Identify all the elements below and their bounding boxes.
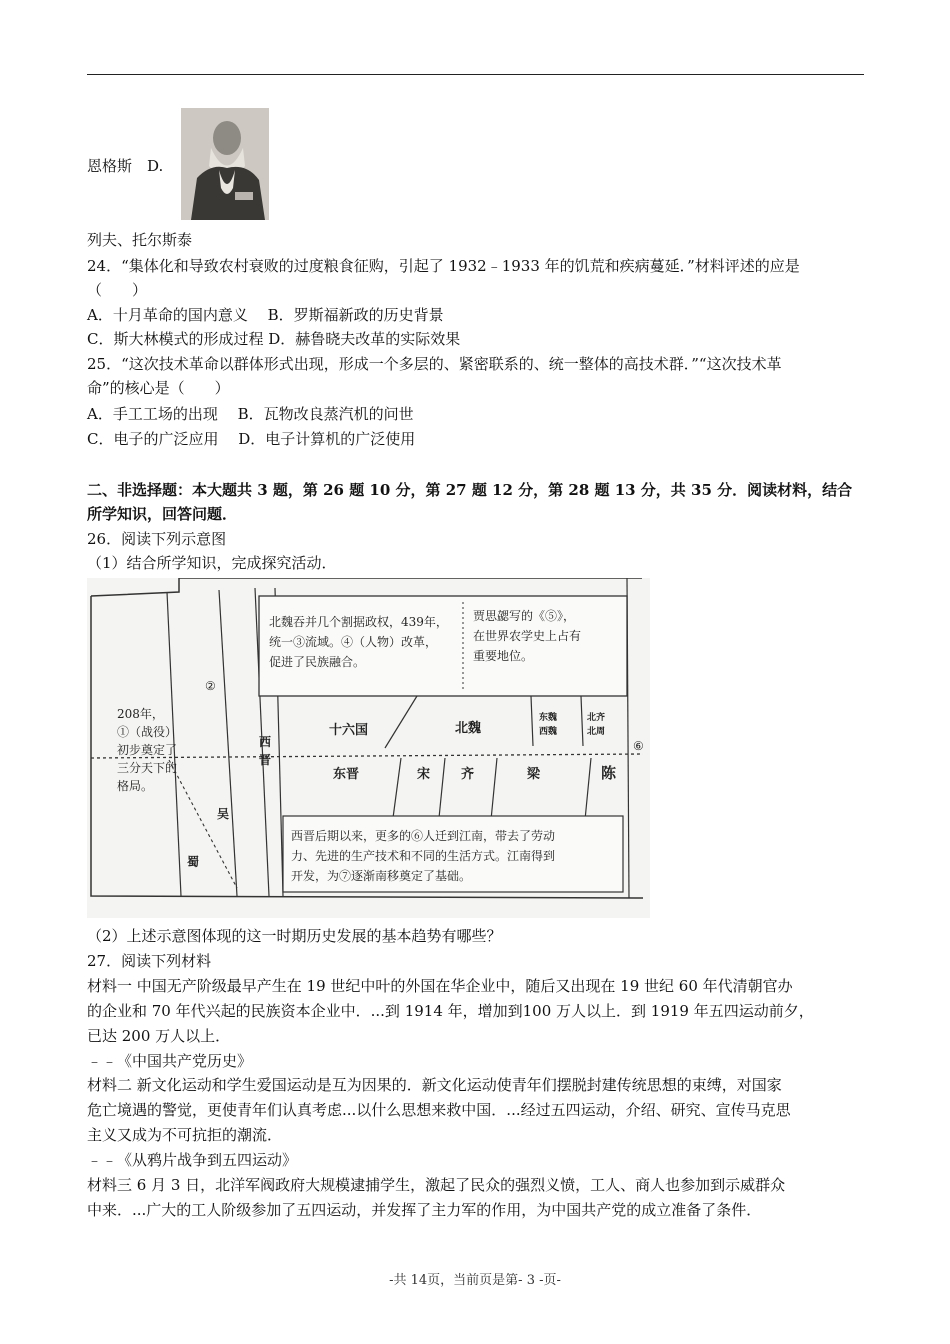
label-qi: 齐: [461, 767, 475, 782]
top-box-a-line3: 促进了民族融合。: [269, 655, 366, 669]
q25-options-ab: A．手工工场的出现 B．瓦物改良蒸汽机的问世: [87, 405, 414, 423]
top-box-b-line1: 贾思勰写的《⑤》，: [473, 609, 576, 623]
left-note-line1: 208年，: [117, 707, 164, 721]
q27-title: 27．阅读下列材料: [87, 952, 212, 970]
top-box-b-line2: 在世界农学史上占有: [473, 629, 582, 643]
label-circle-6-right: ⑥: [633, 739, 644, 753]
bottom-box-line1: 西晋后期以来，更多的⑥人迁到江南，带去了劳动: [291, 829, 556, 843]
label-chen: 陈: [601, 764, 617, 782]
top-box-b-line3: 重要地位。: [473, 649, 534, 663]
q24-options-cd: C．斯大林模式的形成过程 D．赫鲁晓夫改革的实际效果: [87, 330, 461, 348]
bottom-box-line2: 力、先进的生产技术和不同的生活方式。江南得到: [291, 849, 556, 863]
label-beiwei: 北魏: [455, 721, 482, 736]
left-note-line5: 格局。: [117, 779, 154, 793]
label-circle-2: ②: [205, 679, 216, 693]
q23-option-c-label: 恩格斯 D.: [87, 157, 164, 175]
q24-options-ab: A．十月革命的国内意义 B．罗斯福新政的历史背景: [87, 306, 444, 324]
q24-stem: 24．“集体化和导致农村衰败的过度粮食征购，引起了 1932﹣1933 年的饥荒和疾病蔓延．”材料评述的应是: [87, 257, 800, 275]
label-dongwei: 东魏: [539, 713, 558, 723]
q27-material2-line1: 材料二 新文化运动和学生爱国运动是互为因果的．新文化运动使青年们摆脱封建传统思想的束缚，对国家: [87, 1076, 782, 1094]
q27-material3-line2: 中来．...广大的工人阶级参加了五四运动，并发挥了主力军的作用，为中国共产党的成立准备了条件．: [87, 1201, 762, 1219]
label-xijin-1: 西: [259, 735, 272, 749]
page-footer: -共 14页，当前页是第- 3 -页-: [389, 1273, 561, 1288]
history-timeline-diagram: [87, 578, 650, 918]
label-wu: 吴: [217, 807, 230, 821]
q25-stem-cont: 命”的核心是（ ）: [87, 379, 230, 397]
header-rule: [87, 74, 864, 75]
label-xiwei: 西魏: [539, 727, 558, 737]
tolstoy-portrait-image: [181, 108, 269, 220]
label-xijin-2: 晋: [259, 753, 272, 767]
label-shu: 蜀: [187, 855, 200, 869]
q23-option-d-text: 列夫、托尔斯泰: [87, 231, 193, 249]
label-beiqi: 北齐: [587, 713, 606, 723]
q27-material1-source: ﹣﹣《中国共产党历史》: [87, 1052, 253, 1070]
q27-material1-line1: 材料一 中国无产阶级最早产生在 19 世纪中叶的外国在华企业中，随后又出现在 19 世纪 60 年代清朝官办: [87, 977, 793, 995]
label-song: 宋: [417, 767, 431, 782]
left-note-line3: 初步奠定了: [117, 743, 178, 757]
q27-material1-line2: 的企业和 70 年代兴起的民族资本企业中．...到 1914 年，增加到100 万人以上．到 1919 年五四运动前夕，: [87, 1002, 814, 1020]
q27-material1-line3: 已达 200 万人以上．: [87, 1027, 231, 1045]
q26-title: 26．阅读下列示意图: [87, 530, 227, 548]
left-note-line4: 三分天下的: [117, 761, 178, 775]
q27-material2-line2: 危亡境遇的警觉，更使青年们认真考虑...以什么思想来救中国．...经过五四运动，介绍、研究、宣传马克思: [87, 1101, 791, 1119]
q25-options-cd: C．电子的广泛应用 D．电子计算机的广泛使用: [87, 430, 416, 448]
label-dongjin: 东晋: [333, 767, 360, 782]
top-box-a-line1: 北魏吞并几个割据政权，439年，: [269, 615, 448, 629]
bottom-box-line3: 开发，为⑦逐渐南移奠定了基础。: [291, 869, 472, 883]
q27-material3-line1: 材料三 6 月 3 日，北洋军阀政府大规模逮捕学生，激起了民众的强烈义愤，工人、商人也参加到示威群众: [87, 1176, 786, 1194]
section2-heading-cont: 所学知识，回答问题．: [87, 505, 238, 523]
q27-material2-source: ﹣﹣《从鸦片战争到五四运动》: [87, 1151, 298, 1169]
q25-stem: 25．“这次技术革命以群体形式出现，形成一个多层的、紧密联系的、统一整体的高技术群．”“这次技术革: [87, 355, 782, 373]
label-beizhou: 北周: [587, 727, 606, 737]
label-liang: 梁: [527, 767, 541, 782]
q24-blank: （ ）: [87, 281, 148, 299]
q26-part2: （2）上述示意图体现的这一时期历史发展的基本趋势有哪些？: [87, 927, 502, 945]
left-note-line2: ①（战役）: [117, 725, 178, 739]
label-sixteen-kingdoms: 十六国: [329, 723, 369, 738]
q27-material2-line3: 主义又成为不可抗拒的潮流．: [87, 1126, 283, 1144]
section2-heading: 二、非选择题：本大题共 3 题，第 26 题 10 分，第 27 题 12 分，第 28 题 13 分，共 35 分．阅读材料，结合: [87, 481, 853, 499]
top-box-a-line2: 统一③流域。④（人物）改革，: [269, 635, 438, 649]
q26-part1: （1）结合所学知识，完成探究活动．: [87, 554, 337, 572]
